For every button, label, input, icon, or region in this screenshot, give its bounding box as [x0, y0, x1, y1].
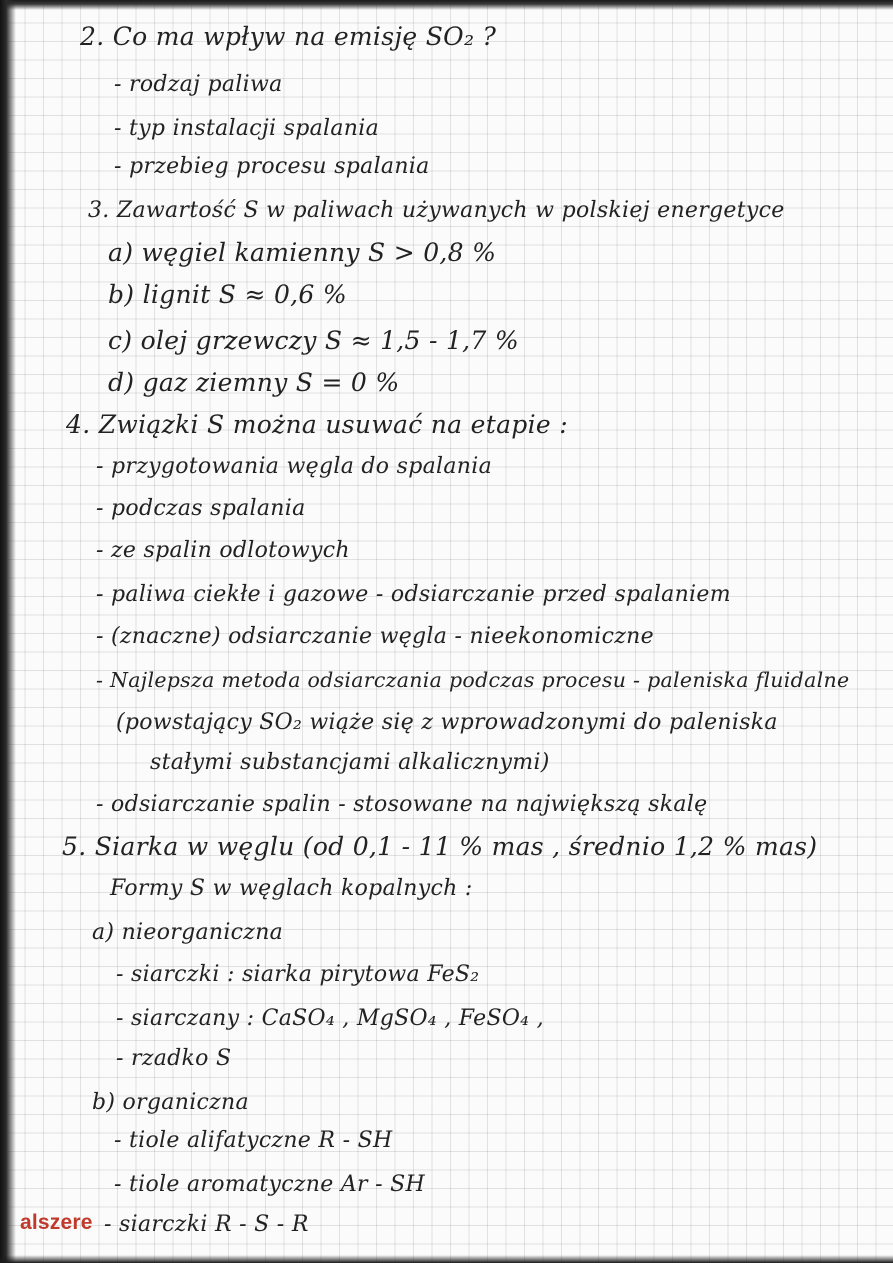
q3-title: 3. Zawartość S w paliwach używanych w polskiej energetyce	[88, 198, 785, 223]
page-bottom-edge-shadow	[0, 1255, 893, 1263]
q5-organic-item: - tiole alifatyczne R - SH	[114, 1128, 393, 1153]
q5-organic-item: - tiole aromatyczne Ar - SH	[114, 1172, 425, 1197]
q5-organic-item: - siarczki R - S - R	[104, 1212, 309, 1237]
q2-title: 2. Co ma wpływ na emisję SO₂ ?	[80, 22, 497, 51]
q5-inorganic-item: - siarczany : CaSO₄ , MgSO₄ , FeSO₄ ,	[116, 1006, 544, 1031]
q4-item: - Najlepsza metoda odsiarczania podczas procesu - paleniska fluidalne	[96, 668, 850, 692]
q5-inorganic-item: - rzadko S	[116, 1046, 232, 1071]
page-left-edge-shadow	[0, 0, 16, 1263]
q5-organic-label: b) organiczna	[92, 1090, 249, 1115]
q3-item: b) lignit S ≈ 0,6 %	[108, 280, 347, 309]
q5-inorganic-label: a) nieorganiczna	[92, 920, 284, 945]
q4-item: - przygotowania węgla do spalania	[96, 454, 492, 479]
q5-inorganic-item: - siarczki : siarka pirytowa FeS₂	[116, 962, 480, 987]
q4-item: - podczas spalania	[96, 496, 306, 521]
q4-item: - ze spalin odlotowych	[96, 538, 350, 563]
q4-item: (powstający SO₂ wiąże się z wprowadzonymi do paleniska	[116, 710, 778, 735]
q4-item: - (znaczne) odsiarczanie węgla - nieekonomiczne	[96, 624, 654, 649]
q2-item: - typ instalacji spalania	[114, 116, 380, 141]
q4-item: stałymi substancjami alkalicznymi)	[150, 750, 550, 775]
page-top-edge-shadow	[0, 0, 893, 10]
watermark-label: alszere	[20, 1211, 93, 1234]
q4-item: - odsiarczanie spalin - stosowane na największą skalę	[96, 792, 708, 817]
q3-item: d) gaz ziemny S = 0 %	[108, 368, 400, 397]
q3-item: a) węgiel kamienny S > 0,8 %	[108, 238, 497, 267]
q3-item: c) olej grzewczy S ≈ 1,5 - 1,7 %	[108, 326, 519, 355]
q5-subtitle: Formy S w węglach kopalnych :	[110, 876, 473, 901]
q2-item: - rodzaj paliwa	[114, 72, 283, 97]
q4-item: - paliwa ciekłe i gazowe - odsiarczanie przed spalaniem	[96, 582, 731, 607]
q2-item: - przebieg procesu spalania	[114, 154, 430, 179]
q4-title: 4. Związki S można usuwać na etapie :	[66, 410, 568, 439]
q5-title: 5. Siarka w węglu (od 0,1 - 11 % mas , średnio 1,2 % mas)	[62, 832, 818, 861]
